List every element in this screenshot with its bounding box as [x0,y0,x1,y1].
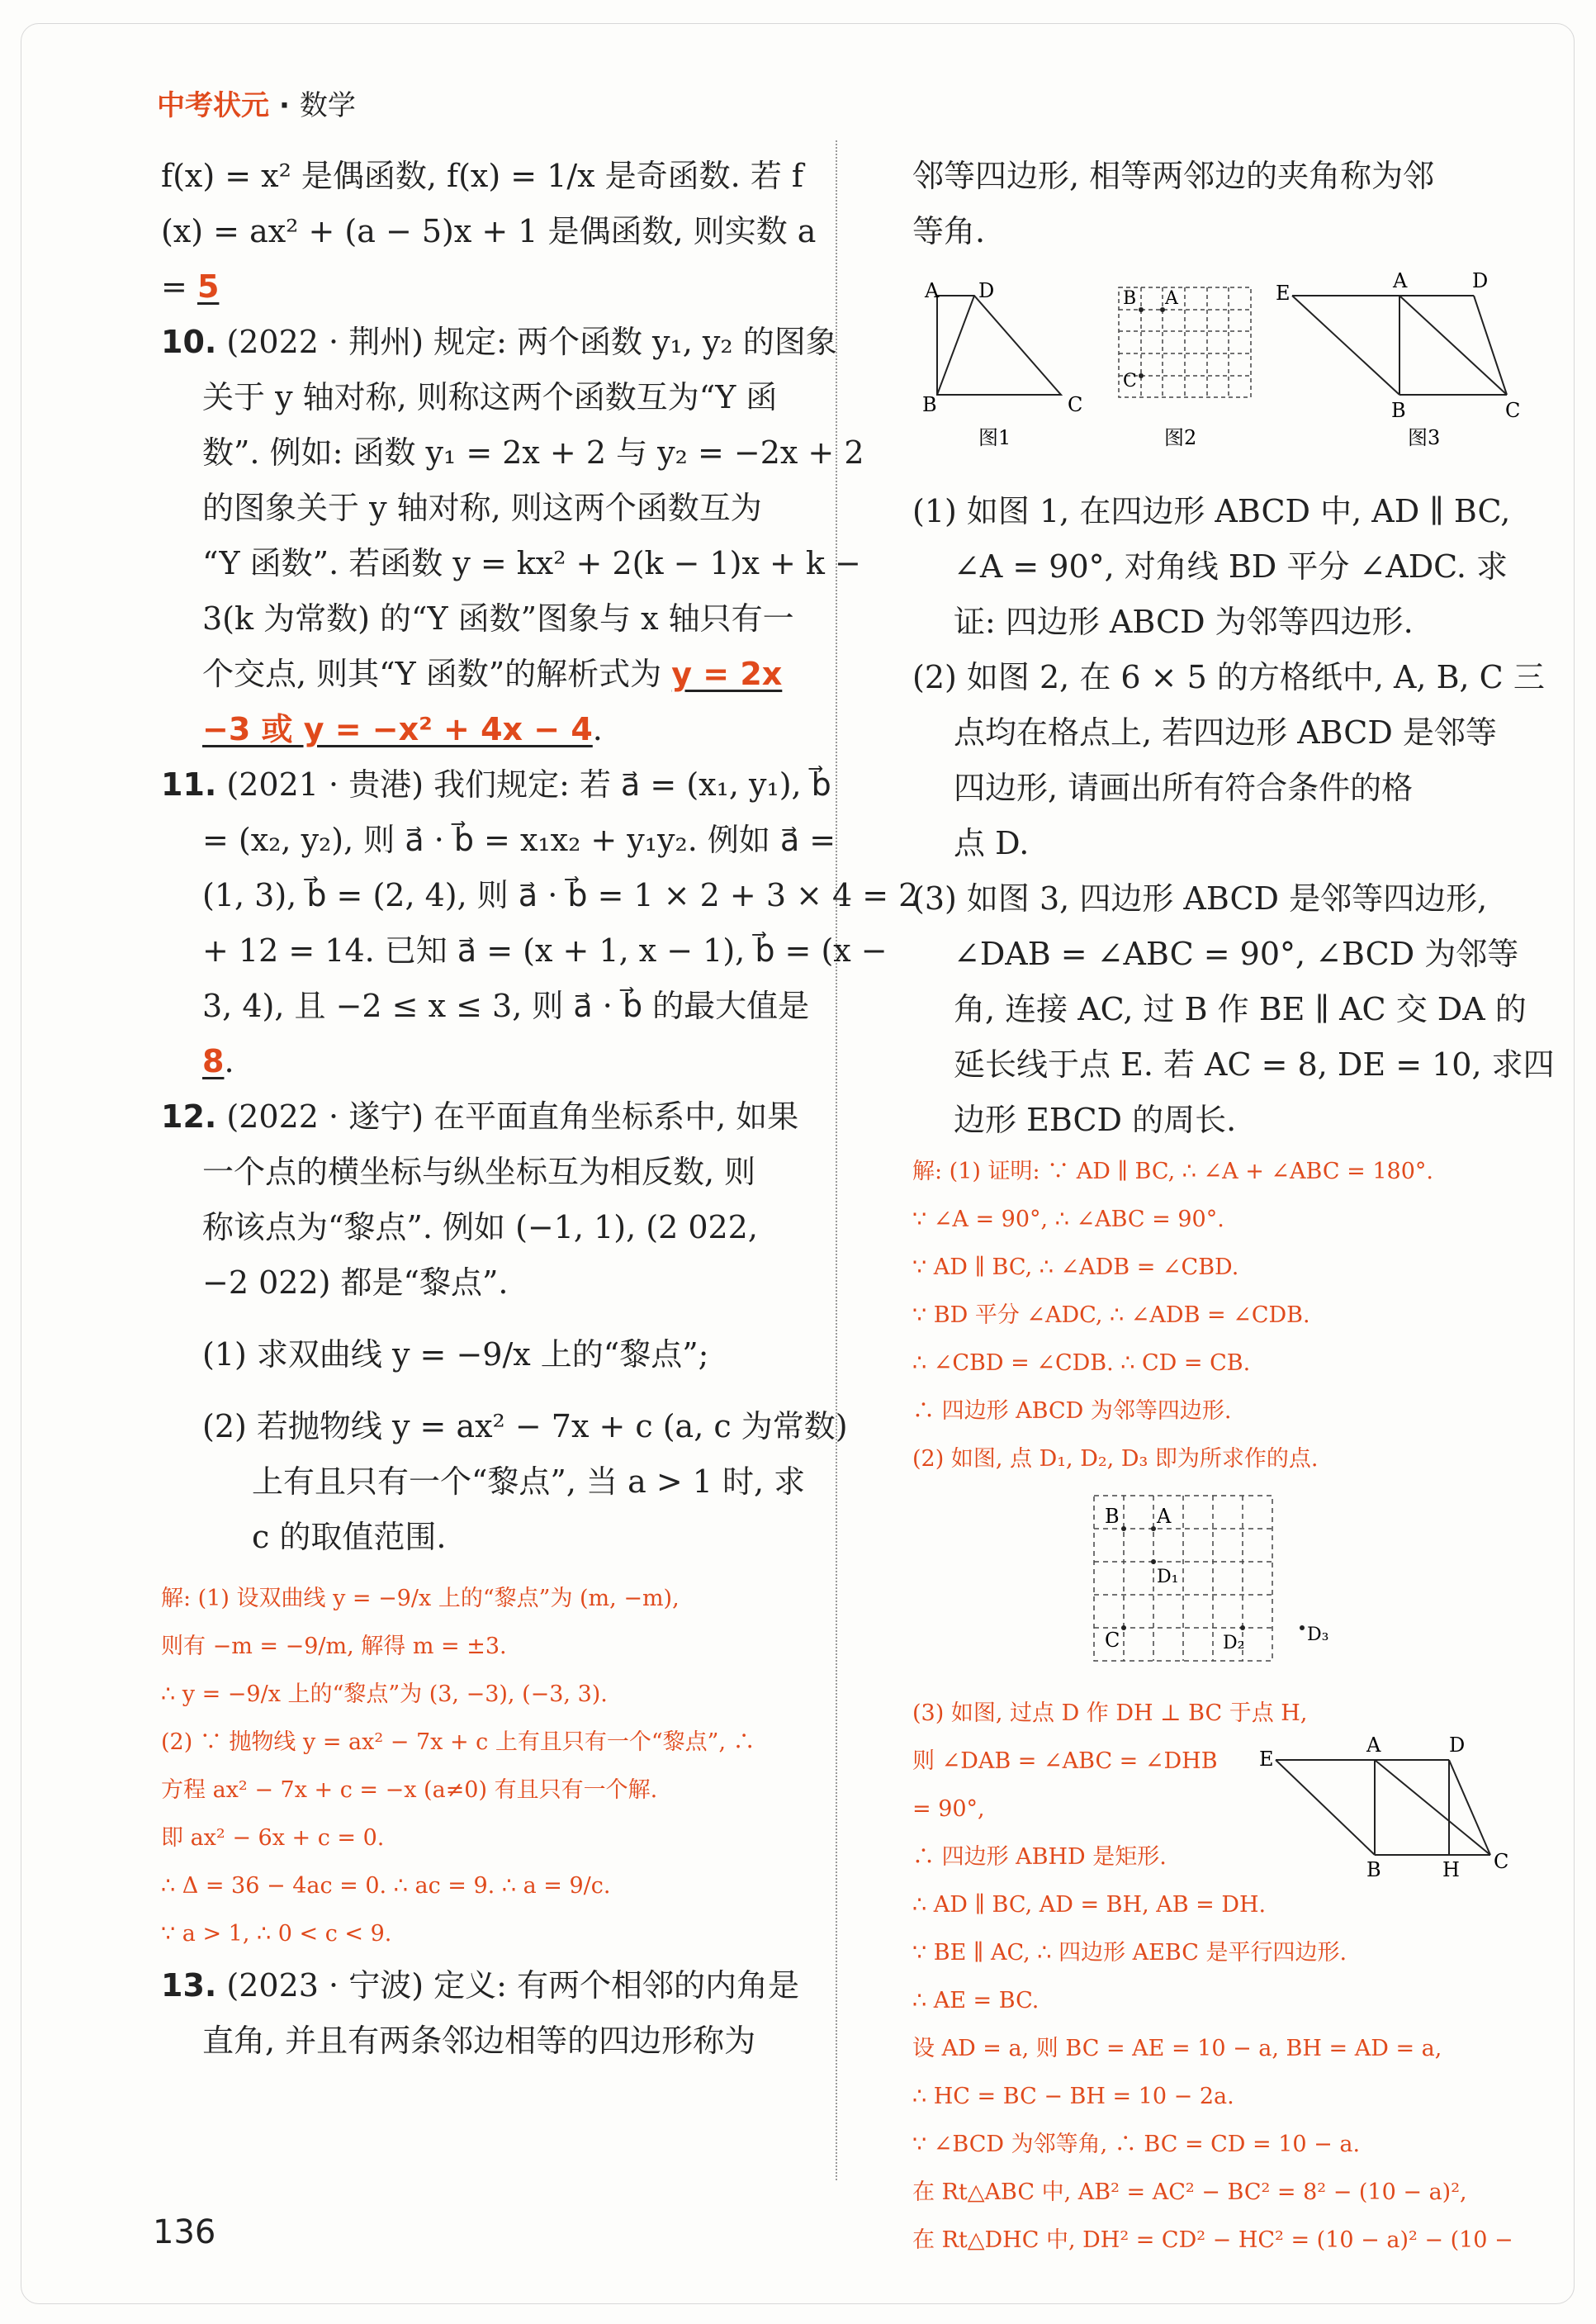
question-text: 邻等四边形, 相等两邻边的夹角称为邻 [912,158,1435,194]
label-a: A [925,279,940,302]
solution-line: (2) 如图, 点 D₁, D₂, D₃ 即为所求作的点. [912,1446,1319,1472]
left-column [161,149,919,2069]
solution-grid-figure [1077,1483,1527,1690]
solution-line: = 90°, [912,1796,985,1822]
question-number: 13. [161,1967,217,2004]
figure-2 [1119,287,1251,397]
solution-line: ∴ Δ = 36 − 4ac = 0. ∴ ac = 9. ∴ a = 9/c. [161,1873,611,1899]
solution-line: ∵ ∠A = 90°, ∴ ∠ABC = 90°. [912,1207,1224,1232]
sub-question: 四边形, 请画出所有符合条件的格 [954,770,1414,806]
sub-question: c 的取值范围. [252,1519,447,1555]
label-d3: D₃ [1307,1624,1329,1645]
label-b: B [1391,399,1406,422]
label-d1: D₁ [1157,1567,1179,1587]
solution-part3 [912,1690,1527,1929]
solution-grid-svg [1077,1483,1342,1690]
label-c: C [1505,399,1521,422]
label-e: E [1259,1748,1274,1771]
sub-question: 延长线于点 E. 若 AC = 8, DE = 10, 求四 [954,1046,1555,1083]
question-text: −2 022) 都是“黎点”. [202,1264,509,1301]
intro-line: f(x) = x² 是偶函数, f(x) = 1/x 是奇函数. 若 f [161,158,803,194]
question-number: 11. [161,766,217,803]
label-b: B [1123,288,1137,309]
solution-line: 即 ax² − 6x + c = 0. [161,1825,385,1851]
sub-question: 点 D. [954,825,1030,861]
answer-blank: y = 2x [671,656,783,692]
figure-3 [1292,296,1507,395]
label-b: B [922,393,937,416]
solution-line: ∵ a > 1, ∴ 0 < c < 9. [161,1921,392,1947]
solution-line: ∵ BE ∥ AC, ∴ 四边形 AEBC 是平行四边形. [912,1940,1347,1966]
question-text: + 12 = 14. 已知 a⃗ = (x + 1, x − 1), b⃗ = (x − [202,932,888,969]
figure-2-caption: 图2 [1164,426,1197,449]
label-c: C [1068,393,1083,416]
fig2-point-c [1139,373,1144,378]
solution-line: (2) ∵ 抛物线 y = ax² − 7x + c 上有且只有一个“黎点”, ∴ [161,1729,755,1755]
question-number: 12. [161,1098,217,1135]
question-text: (2021 · 贵港) 我们规定: 若 a⃗ = (x₁, y₁), b⃗ [226,766,831,803]
solution-line: 方程 ax² − 7x + c = −x (a≠0) 有且只有一个解. [161,1777,658,1803]
label-c: C [1123,371,1137,391]
solution-line: 在 Rt△DHC 中, DH² = CD² − HC² = (10 − a)² − (10 − [912,2227,1513,2253]
intro-answer-line [161,259,813,315]
subject-title: 数学 [299,89,356,122]
question-text: 3(k 为常数) 的“Y 函数”图象与 x 轴只有一 [202,600,794,637]
solution-line: 则 ∠DAB = ∠ABC = ∠DHB [912,1748,1218,1774]
sub-question: ∠A = 90°, 对角线 BD 平分 ∠ADC. 求 [954,548,1508,585]
question-text: 的图象关于 y 轴对称, 则这两个函数互为 [202,490,762,526]
brand-title: 中考状元 [157,89,269,122]
solution-line: 解: (1) 证明: ∵ AD ∥ BC, ∴ ∠A + ∠ABC = 180°. [912,1159,1433,1184]
label-c: C [1494,1850,1509,1873]
sub-question: (2) 若抛物线 y = ax² − 7x + c (a, c 为常数) [202,1408,848,1444]
sub-question: (1) 求双曲线 y = −9/x 上的“黎点”; [202,1336,709,1373]
label-c: C [1105,1629,1120,1652]
label-d: D [1472,271,1489,292]
intro-line: (x) = ax² + (a − 5)x + 1 是偶函数, 则实数 a [161,213,817,249]
question-text: 称该点为“黎点”. 例如 (−1, 1), (2 022, [202,1209,758,1245]
solution-line: ∴ ∠CBD = ∠CDB. ∴ CD = CB. [912,1350,1251,1376]
label-a: A [1366,1734,1381,1757]
solution-13 [912,1148,1527,2265]
question-text: (1, 3), b⃗ = (2, 4), 则 a⃗ · b⃗ = 1 × 2 + 3 × 4 = 2 [202,877,919,913]
solution-line: ∴ 四边形 ABCD 为邻等四边形. [912,1398,1232,1424]
question-text: (2023 · 宁波) 定义: 有两个相邻的内角是 [226,1967,799,2004]
label-d: D [1449,1734,1466,1757]
label-d: D [978,279,995,302]
solution-line: ∵ ∠BCD 为邻等角, ∴ BC = CD = 10 − a. [912,2132,1361,2157]
solution-line: ∴ y = −9/x 上的“黎点”为 (3, −3), (−3, 3). [161,1681,608,1707]
right-column [912,149,1555,2265]
question-text: 等角. [912,213,986,249]
label-e: E [1276,282,1291,305]
figures-svg [912,271,1527,477]
solution-line: ∵ BD 平分 ∠ADC, ∴ ∠ADB = ∠CDB. [912,1302,1310,1328]
sub-question: 证: 四边形 ABCD 为邻等四边形. [954,604,1414,640]
solution-line: ∴ 四边形 ABHD 是矩形. [912,1844,1167,1870]
sub-question: ∠DAB = ∠ABC = 90°, ∠BCD 为邻等 [954,936,1519,972]
page-number: 136 [153,2213,216,2251]
solution-line: (3) 如图, 过点 D 作 DH ⊥ BC 于点 H, [912,1700,1308,1726]
answer-blank: −3 或 y = −x² + 4x − 4 [202,711,593,747]
figure-1-caption: 图1 [978,426,1011,449]
solution-line: ∴ AD ∥ BC, AD = BH, AB = DH. [912,1892,1267,1918]
solution-line: 在 Rt△ABC 中, AB² = AC² − BC² = 8² − (10 − a)², [912,2179,1467,2205]
sub-question: 边形 EBCD 的周长. [954,1102,1237,1138]
part-2 [912,650,1545,871]
solution-line: ∴ HC = BC − BH = 10 − 2a. [912,2084,1234,2109]
fig1-diagonal [937,296,974,395]
question-number: 10. [161,324,217,360]
solution-figure-3 [1251,1731,1523,1888]
question-10: 10. (2022 · 荆州) 规定: 两个函数 y₁, y₂ 的图象 关于 y 轴对称, 则称这两个函数互为“Y 函 数”. 例如: 函数 y₁ = 2x + 2 与 y₂ = −2x + 2 的图象关于 y 轴对称, 则这两个函数互为 “Y 函数”. 若函数 y = kx² + 2(k − 1)x + k − 3(k 为常数) 的“Y 函数”图象与 x 轴只有一 个交点, 则其“Y 函数”的解析式为 y = 2x −3 或 y = −x² + 4x − 4. [161,324,864,747]
sub-question: 点均在格点上, 若四边形 ABCD 是邻等 [954,714,1497,751]
solution-12 [161,1575,813,1958]
label-d2: D₂ [1223,1633,1245,1653]
figure-1 [937,296,1061,395]
question-13 [161,1958,813,2069]
solution-line: 设 AD = a, 则 BC = AE = 10 − a, BH = AD = a, [912,2036,1442,2061]
question-text: = (x₂, y₂), 则 a⃗ · b⃗ = x₁x₂ + y₁y₂. 例如 a⃗ = [202,822,836,858]
sub-question: 上有且只有一个“黎点”, 当 a > 1 时, 求 [252,1463,806,1500]
question-text: 一个点的横坐标与纵坐标互为相反数, 则 [202,1154,756,1190]
sub-question: 角, 连接 AC, 过 B 作 BE ∥ AC 交 DA 的 [954,991,1527,1027]
question-text: “Y 函数”. 若函数 y = kx² + 2(k − 1)x + k − [202,545,861,581]
answer-blank: 5 [197,268,220,305]
answer-blank: 8 [202,1043,225,1079]
problem-figures [912,271,1527,477]
fig2-point-b [1139,307,1144,312]
label-a: A [1393,271,1408,292]
question-text: (2022 · 荆州) 规定: 两个函数 y₁, y₂ 的图象 [226,324,837,360]
equals-sign: = [161,268,187,305]
question-text: 数”. 例如: 函数 y₁ = 2x + 2 与 y₂ = −2x + 2 [202,434,864,471]
sub-question: (3) 如图 3, 四边形 ABCD 是邻等四边形, [912,880,1488,917]
solution-line: ∴ AE = BC. [912,1988,1040,2013]
book-header [157,83,356,123]
solution-line: 则有 −m = −9/m, 解得 m = ±3. [161,1634,507,1659]
question-11: 11. (2021 · 贵港) 我们规定: 若 a⃗ = (x₁, y₁), b⃗ = (x₂, y₂), 则 a⃗ · b⃗ = x₁x₂ + y₁y₂. 例如 a⃗ = (1, 3), b⃗ = (2, 4), 则 a⃗ · b⃗ = 1 × 2 + 3 × 4 = 2 + 12 = 14. 已知 a⃗ = (x + 1, x − 1), b⃗ = (x − 3, 4), 且 −2 ≤ x ≤ 3, 则 a⃗ · b⃗ 的最大值是 8. [161,766,919,1079]
solution-line: 解: (1) 设双曲线 y = −9/x 上的“黎点”为 (m, −m), [161,1586,680,1611]
question-text: (2022 · 遂宁) 在平面直角坐标系中, 如果 [226,1098,799,1135]
part-3 [912,871,1555,1148]
question-text: 直角, 并且有两条邻边相等的四边形称为 [202,2023,756,2059]
question-text: 个交点, 则其“Y 函数”的解析式为 [202,656,662,692]
label-b: B [1105,1505,1120,1528]
figure-3-caption: 图3 [1408,426,1441,449]
label-b: B [1366,1858,1381,1881]
question-text: 关于 y 轴对称, 则称这两个函数互为“Y 函 [202,379,778,415]
label-a: A [1157,1505,1172,1528]
header-dot: · [279,89,290,122]
label-a: A [1165,288,1178,309]
sub-question: (1) 如图 1, 在四边形 ABCD 中, AD ∥ BC, [912,493,1511,529]
part-1 [912,484,1527,650]
question-text: 3, 4), 且 −2 ≤ x ≤ 3, 则 a⃗ · b⃗ 的最大值是 [202,988,810,1024]
label-h: H [1442,1858,1460,1881]
solution-line: ∵ AD ∥ BC, ∴ ∠ADB = ∠CBD. [912,1254,1239,1280]
question-12 [161,1089,848,1958]
sub-question: (2) 如图 2, 在 6 × 5 的方格纸中, A, B, C 三 [912,659,1545,695]
